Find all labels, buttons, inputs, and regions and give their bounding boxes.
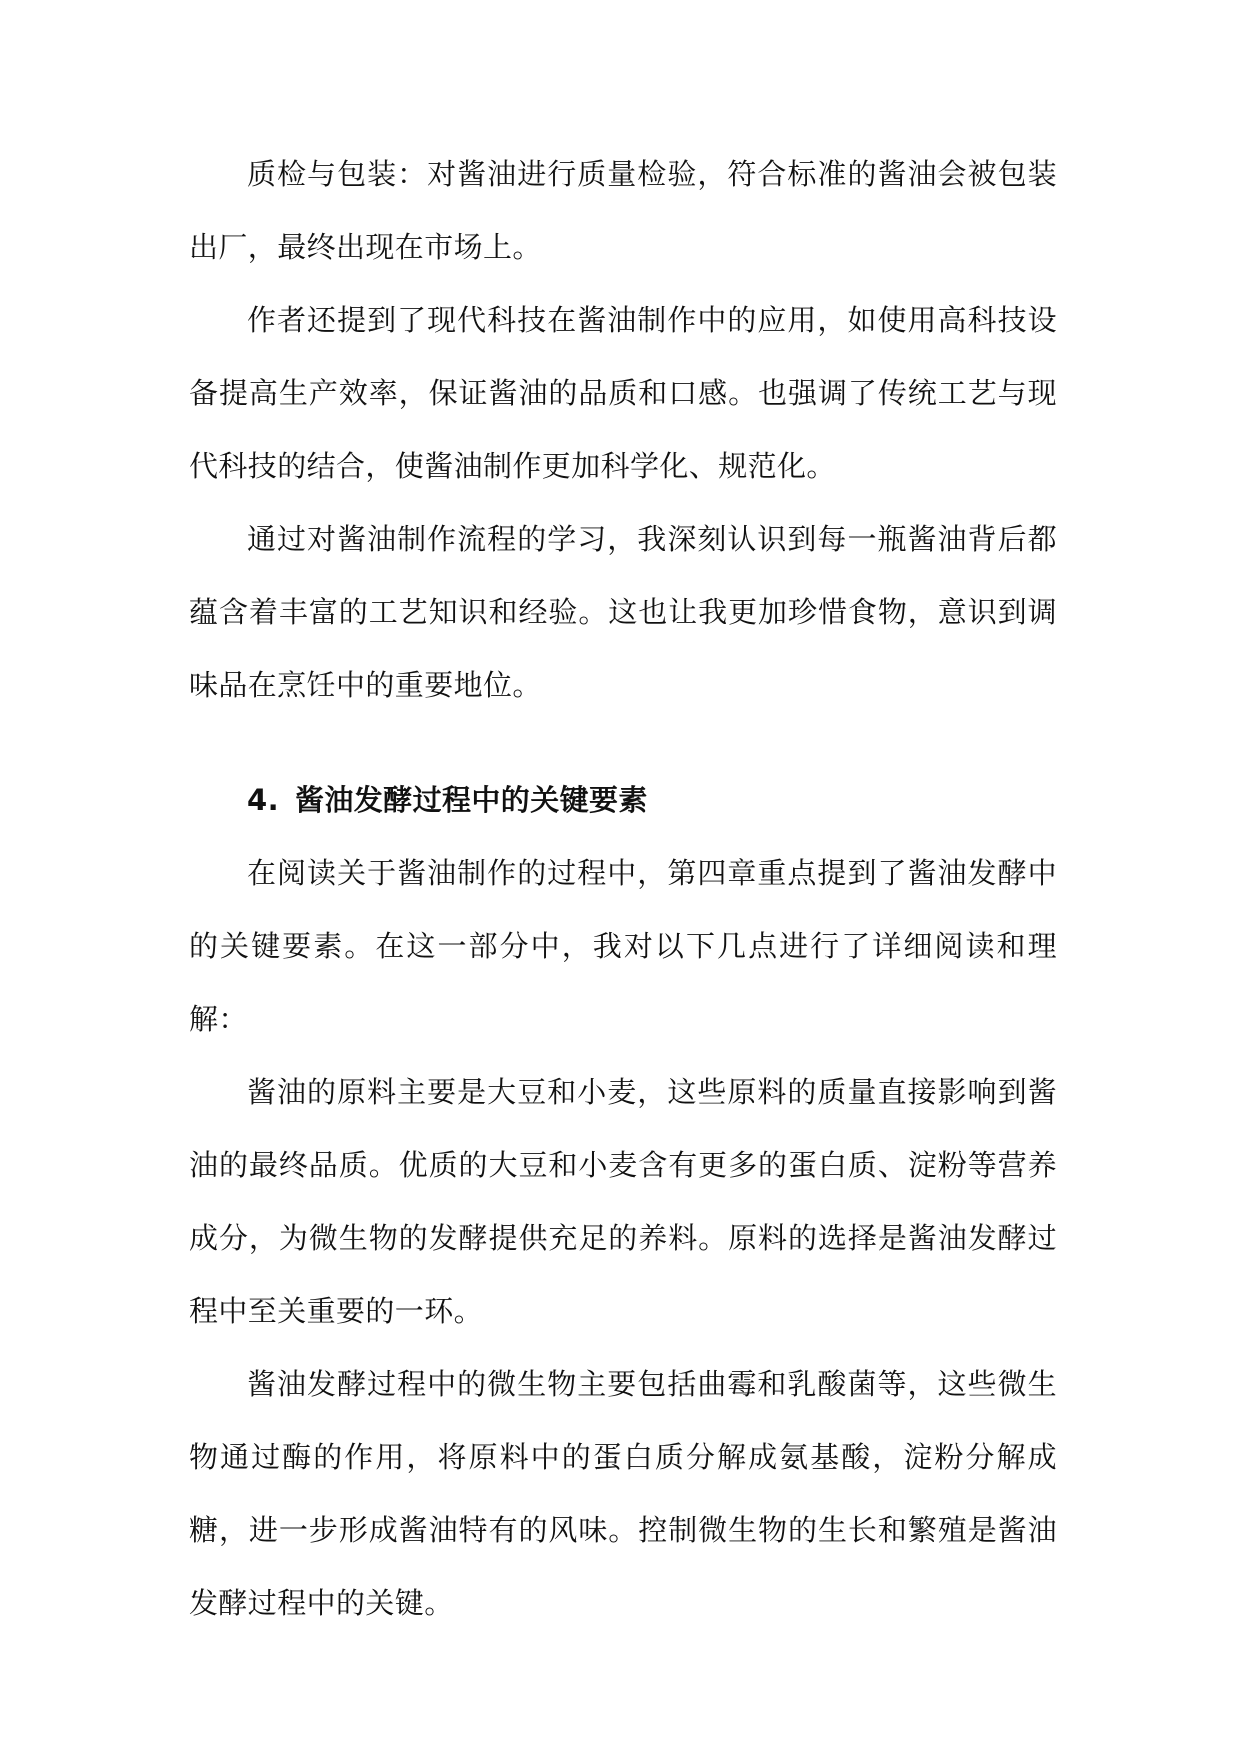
paragraph-reflection: 通过对酱油制作流程的学习，我深刻认识到每一瓶酱油背后都蕴含着丰富的工艺知识和经验。这也让我更加珍惜食物，意识到调味品在烹饪中的重要地位。 xyxy=(189,522,1057,702)
paragraph-microorganisms: 酱油发酵过程中的微生物主要包括曲霉和乳酸菌等，这些微生物通过酶的作用，将原料中的蛋白质分解成氨基酸，淀粉分解成糖，进一步形成酱油特有的风味。控制微生物的生长和繁殖是酱油发酵过程中的关键。 xyxy=(189,1367,1057,1620)
section-title: 酱油发酵过程中的关键要素 xyxy=(295,783,648,817)
paragraph-modern-technology: 作者还提到了现代科技在酱油制作中的应用，如使用高科技设备提高生产效率，保证酱油的品质和口感。也强调了传统工艺与现代科技的结合，使酱油制作更加科学化、规范化。 xyxy=(189,303,1057,483)
paragraph-intro: 在阅读关于酱油制作的过程中，第四章重点提到了酱油发酵中的关键要素。在这一部分中，我对以下几点进行了详细阅读和理解： xyxy=(189,856,1057,1036)
document-body xyxy=(189,138,1057,1640)
paragraph-raw-materials: 酱油的原料主要是大豆和小麦，这些原料的质量直接影响到酱油的最终品质。优质的大豆和小麦含有更多的蛋白质、淀粉等营养成分，为微生物的发酵提供充足的养料。原料的选择是酱油发酵过程中至关重要的一环。 xyxy=(189,1075,1057,1328)
section-heading xyxy=(189,764,1057,837)
section-number: 4. xyxy=(247,783,279,817)
paragraph-quality-packaging: 质检与包装：对酱油进行质量检验，符合标准的酱油会被包装出厂，最终出现在市场上。 xyxy=(189,157,1057,264)
